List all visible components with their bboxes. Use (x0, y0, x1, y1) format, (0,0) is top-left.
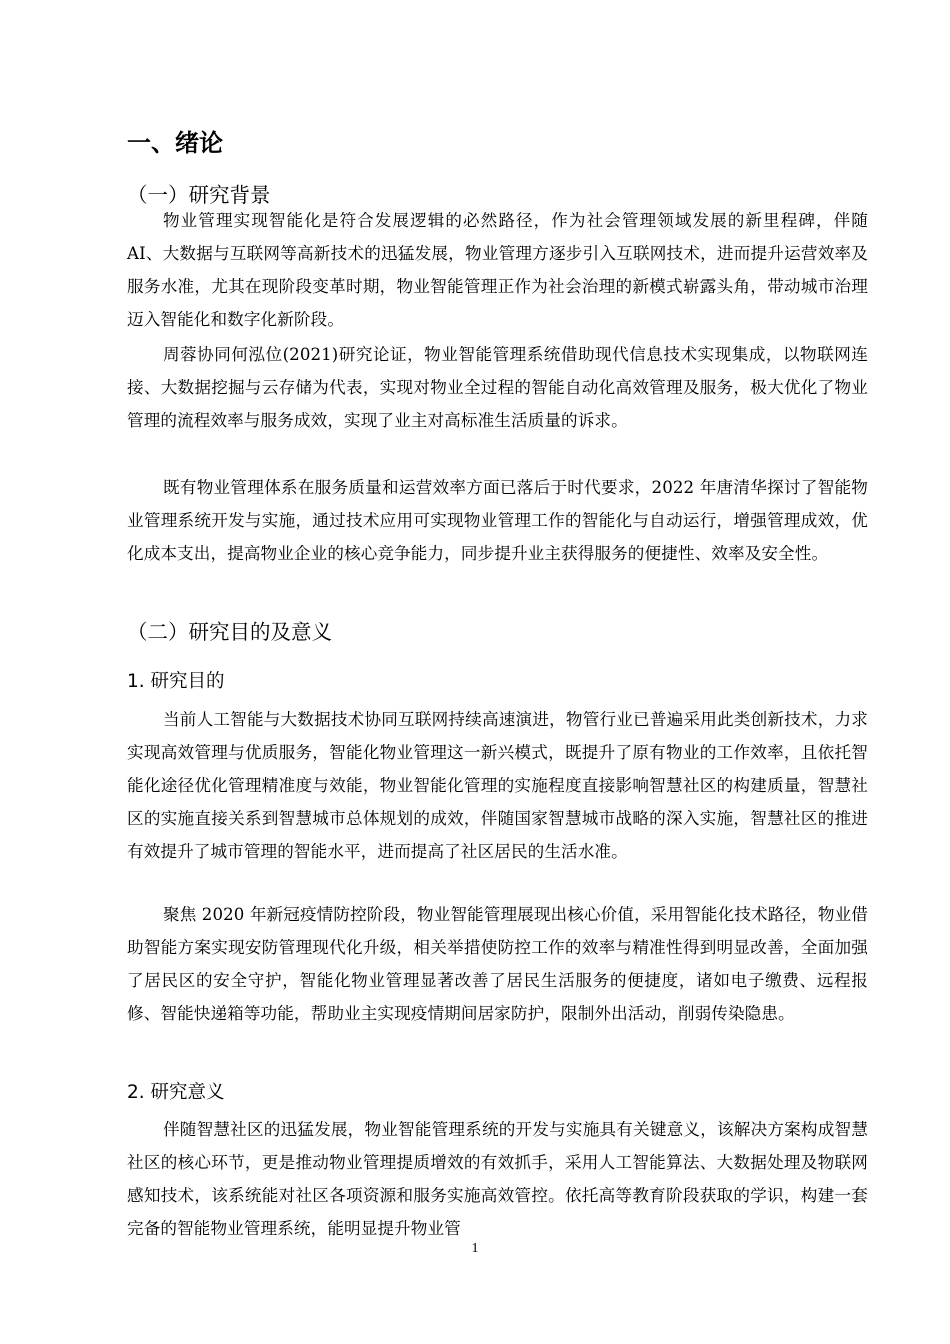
section-heading-purpose-significance: （二）研究目的及意义 (127, 620, 332, 644)
paragraph: 既有物业管理体系在服务质量和运营效率方面已落后于时代要求，2022 年唐清华探讨了智能物业管理系统开发与实施，通过技术应用可实现物业管理工作的智能化与自动运行，增强管理成效，优化成本支出，提高物业企业的核心竞争能力，同步提升业主获得服务的便捷性、效率及安全性。 (127, 478, 868, 563)
chapter-title: 一、绪论 (127, 129, 223, 157)
paragraph: 聚焦 2020 年新冠疫情防控阶段，物业智能管理展现出核心价值，采用智能化技术路径，物业借助智能方案实现安防管理现代化升级，相关举措使防控工作的效率与精准性得到明显改善，全面加强了居民区的安全守护，智能化物业管理显著改善了居民生活服务的便捷度，诸如电子缴费、远程报修、智能快递箱等功能，帮助业主实现疫情期间居家防护，限制外出活动，削弱传染隐患。 (127, 905, 868, 1023)
paragraph: 周蓉协同何泓位(2021)研究论证，物业智能管理系统借助现代信息技术实现集成，以物联网连接、大数据挖掘与云存储为代表，实现对物业全过程的智能自动化高效管理及服务，极大优化了物业管理的流程效率与服务成效，实现了业主对高标准生活质量的诉求。 (127, 345, 868, 430)
subsection-heading-purpose: 1. 研究目的 (127, 671, 225, 692)
page-number: 1 (471, 1241, 479, 1256)
subsection-heading-significance: 2. 研究意义 (127, 1082, 225, 1103)
section-heading-background: （一）研究背景 (127, 183, 271, 207)
paragraph: 当前人工智能与大数据技术协同互联网持续高速演进，物管行业已普遍采用此类创新技术，力求实现高效管理与优质服务，智能化物业管理这一新兴模式，既提升了原有物业的工作效率，且依托智能化途径优化管理精准度与效能，物业智能化管理的实施程度直接影响智慧社区的构建质量，智慧社区的实施直接关系到智慧城市总体规划的成效，伴随国家智慧城市战略的深入实施，智慧社区的推进有效提升了城市管理的智能水平，进而提高了社区居民的生活水准。 (127, 710, 868, 861)
paragraph: 伴随智慧社区的迅猛发展，物业智能管理系统的开发与实施具有关键意义，该解决方案构成智慧社区的核心环节，更是推动物业管理提质增效的有效抓手，采用人工智能算法、大数据处理及物联网感知技术，该系统能对社区各项资源和服务实施高效管控。依托高等教育阶段获取的学识，构建一套完备的智能物业管理系统，能明显提升物业管 (127, 1120, 868, 1238)
paragraph: 物业管理实现智能化是符合发展逻辑的必然路径，作为社会管理领域发展的新里程碑，伴随 AI、大数据与互联网等高新技术的迅猛发展，物业管理方逐步引入互联网技术，进而提升运营效率及服务水准，尤其在现阶段变革时期，物业智能管理正作为社会治理的新模式崭露头角，带动城市治理迈入智能化和数字化新阶段。 (127, 211, 868, 329)
